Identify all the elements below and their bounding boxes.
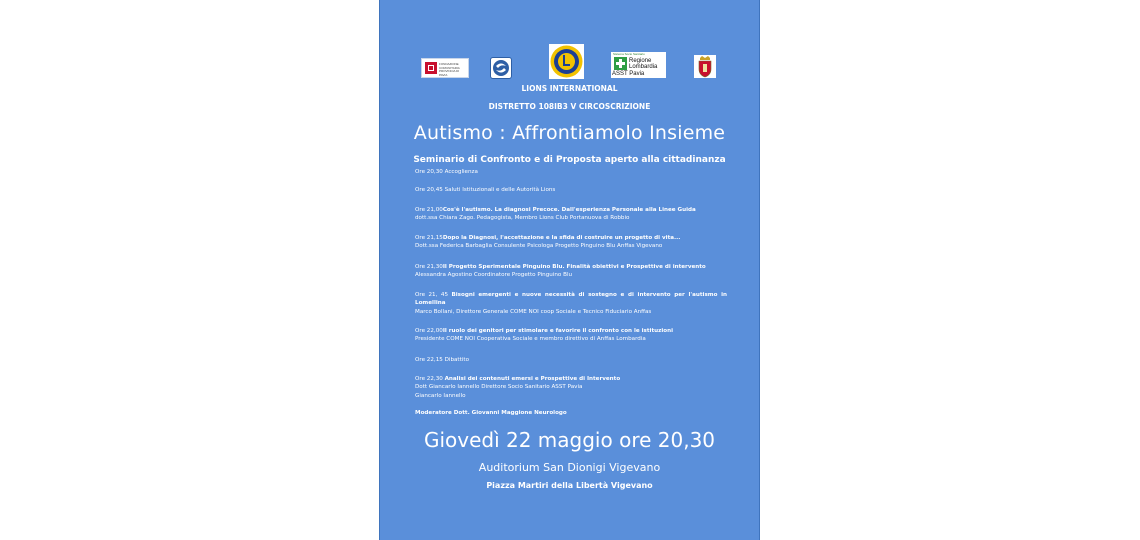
program-topic: Cos'è l'autismo. La diagnosi Precoce. Dall'esperienza Personale alla Linee Guida (442, 207, 696, 213)
program-topic: Analisi dei contenuti emersi e Prospettive di Intervento (444, 376, 621, 382)
program-item (415, 168, 727, 176)
program-time: Ore 21,30 (415, 264, 443, 270)
program-item (415, 409, 727, 417)
program-time: Ore 21,00 (415, 207, 443, 213)
event-address: Piazza Martiri della Libertà Vigevano (486, 481, 653, 490)
lions-emblem-icon (549, 44, 584, 79)
program-item (415, 234, 727, 251)
program-speaker: Giancarlo Iannello (415, 392, 466, 399)
association-logo (490, 57, 512, 79)
program-speaker: Alessandra Agostino Coordinatore Progetto Pinguino Blu (415, 272, 573, 279)
program-line: Ore 22,15 Dibattito (415, 357, 469, 363)
program-speaker: Marco Bollani, Direttore Generale COME NOI coop Sociale e Tecnico Fiduciario Anffas (415, 308, 652, 315)
regione-lombardia-logo (611, 52, 666, 78)
event-date: Giovedì 22 maggio ore 20,30 (423, 428, 716, 452)
program-time: Ore 21, 45 (415, 292, 452, 298)
event-venue: Auditorium San Dionigi Vigevano (478, 461, 661, 474)
fondazione-logo (421, 58, 469, 78)
program-speaker: dott.ssa Chiara Zago. Pedagogista, Membro Lions Club Portanuova di Robbio (415, 215, 630, 222)
crest-icon (694, 55, 716, 78)
moderator-line: Moderatore Dott. Giovanni Maggione Neurologo (415, 410, 567, 416)
program-speaker: Dott Giancarlo Iannello Direttore Socio Sanitario ASST Pavia (415, 384, 583, 391)
poster-subtitle: Seminario di Confronto e di Proposta aperto alla cittadinanza (413, 155, 726, 165)
lombardia-line1: Regione (629, 58, 652, 64)
program-time: Ore 22,30 (415, 376, 445, 382)
org-heading: LIONS INTERNATIONAL (521, 84, 618, 93)
lombardia-line2: Lombardia (629, 64, 658, 70)
program-item (415, 206, 727, 223)
program-item (415, 291, 727, 316)
lombardia-rose-icon (614, 57, 627, 70)
program-item (415, 375, 727, 400)
program-time: Ore 22,00 (415, 328, 443, 334)
program-item (415, 263, 727, 280)
program-item (415, 327, 727, 344)
program-item (415, 356, 727, 364)
fondazione-mark-icon (425, 62, 437, 74)
event-poster (379, 0, 760, 540)
program-topic: Il ruolo dei genitori per stimolare e favorire il confronto con le istituzioni (442, 328, 674, 334)
program-topic: Dopo la Diagnosi, l'accettazione e la sfida di costruire un progetto di vita... (442, 235, 681, 241)
program-topic: Il Progetto Sperimentale Pinguino Blu. Finalità obiettivi e Prospettive di intervento (442, 264, 706, 270)
program-item (415, 186, 727, 194)
program-speaker: Dott.ssa Federica Barbaglia Consulente Psicologa Progetto Pinguino Blu Anffas Vigevano (415, 243, 663, 250)
district-heading: DISTRETTO 108IB3 V CIRCOSCRIZIONE (488, 102, 651, 111)
lions-logo (549, 44, 584, 79)
program-topic: Bisogni emergenti e nuove necessità di sostegno e di intervento per l'autismo in Lomellina (415, 292, 727, 307)
program-line: Ore 20,30 Accoglienza (415, 169, 478, 175)
lombardia-line3: ASST Pavia (612, 71, 645, 77)
swirl-icon (492, 59, 510, 77)
lombardia-top-text: Sistema Socio Sanitario (613, 52, 645, 56)
program-speaker: Presidente COME NOI Cooperativa Sociale e membro direttivo di Anffas Lombardia (415, 336, 646, 343)
fondazione-logo-text: FONDAZIONE COMUNITARIA PROVINCIA DI PAVIA (439, 62, 460, 77)
vigevano-crest-logo (694, 55, 716, 78)
program-line: Ore 20,45 Saluti Istituzionali e delle Autorità Lions (415, 187, 556, 193)
program-time: Ore 21,15 (415, 235, 443, 241)
poster-title: Autismo : Affrontiamolo Insieme (413, 122, 726, 144)
sponsor-logos (380, 44, 759, 80)
